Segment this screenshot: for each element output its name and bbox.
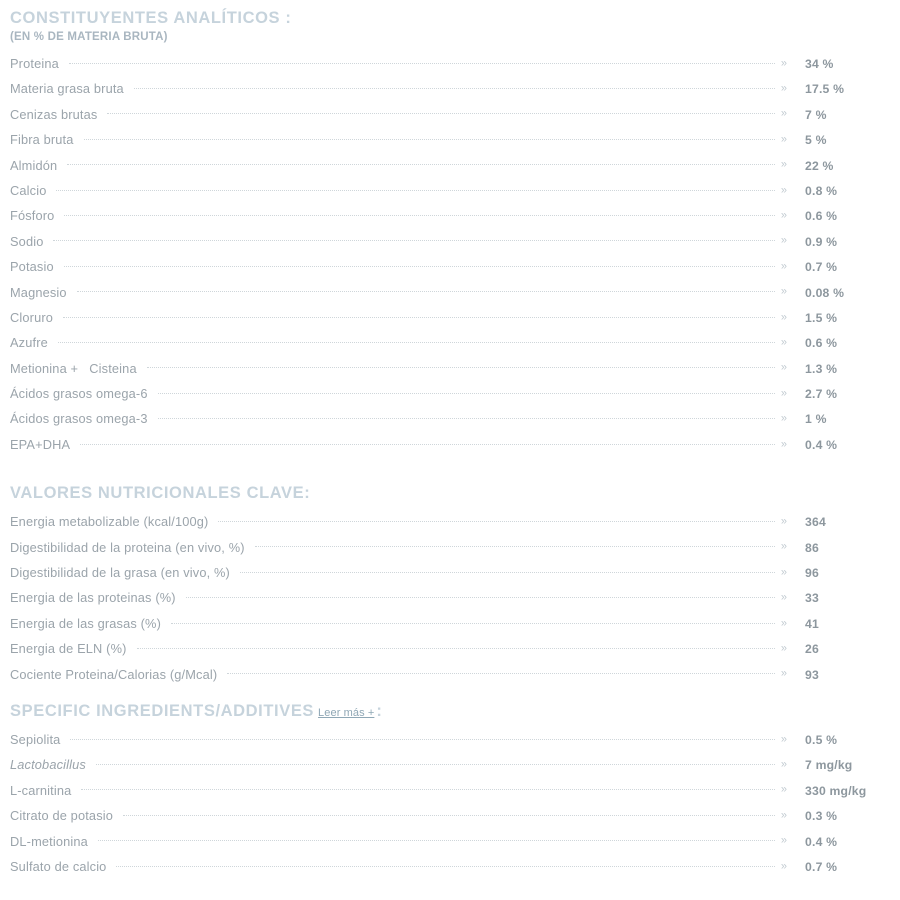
- leader-dots: [158, 418, 775, 419]
- row-value: 34 %: [805, 57, 834, 71]
- row-value: 2.7 %: [805, 387, 838, 402]
- table-row: [0, 829, 900, 854]
- dotted-leader: [56, 185, 787, 197]
- table-row: [0, 662, 900, 687]
- leader-dots: [171, 623, 775, 624]
- table-row: [0, 752, 900, 777]
- arrow-right-icon: »: [780, 540, 787, 553]
- row-label: Cloruro: [10, 309, 54, 325]
- table-row: [0, 854, 900, 879]
- section-header: [0, 8, 900, 45]
- arrow-right-icon: »: [780, 285, 787, 298]
- row-value: 1.3 %: [805, 361, 838, 376]
- row-value: 0.7 %: [805, 859, 838, 874]
- arrow-right-icon: »: [780, 667, 787, 680]
- row-label: Azufre: [10, 335, 48, 351]
- table-row: [0, 611, 900, 636]
- leader-dots: [186, 597, 775, 598]
- row-label: Energia metabolizable (kcal/100g): [10, 514, 209, 530]
- row-label: Ácidos grasos omega-3: [10, 411, 148, 427]
- dotted-leader: [96, 759, 787, 771]
- row-value: 0.08 %: [805, 285, 845, 300]
- arrow-right-icon: »: [780, 733, 787, 746]
- section-specific-ingredients-additives: [0, 701, 900, 879]
- row-value: 22 %: [805, 158, 834, 173]
- leader-dots: [69, 63, 775, 64]
- dotted-leader: [186, 592, 787, 604]
- leader-dots: [77, 291, 775, 292]
- row-label: Fósforo: [10, 208, 55, 224]
- section-title: VALORES NUTRICIONALES CLAVE:: [10, 484, 311, 503]
- row-label: Almidón: [10, 157, 58, 173]
- arrow-right-icon: »: [780, 57, 787, 70]
- table-row: [0, 727, 900, 752]
- table-row: [0, 76, 900, 101]
- leader-dots: [98, 840, 775, 841]
- arrow-right-icon: »: [780, 809, 787, 822]
- section-title-line: [10, 701, 900, 721]
- row-label: Calcio: [10, 182, 47, 198]
- leader-dots: [158, 393, 775, 394]
- dotted-leader: [158, 388, 787, 400]
- rows-container: [0, 509, 900, 687]
- row-value: 0.9 %: [805, 234, 838, 249]
- section-constituyentes-analiticos: [0, 8, 900, 457]
- table-row: [0, 127, 900, 152]
- row-label: Fibra bruta: [10, 132, 74, 148]
- row-label: Lactobacillus: [10, 757, 86, 773]
- table-row: [0, 178, 900, 203]
- arrow-right-icon: »: [780, 617, 787, 629]
- dotted-leader: [107, 108, 787, 120]
- dotted-leader: [77, 286, 787, 298]
- table-row: [0, 330, 900, 355]
- section-header: [0, 483, 900, 503]
- leader-dots: [64, 215, 775, 216]
- arrow-right-icon: »: [780, 209, 787, 222]
- leader-dots: [80, 444, 775, 445]
- section-title: CONSTITUYENTES ANALÍTICOS :: [10, 9, 292, 27]
- row-label: Citrato de potasio: [10, 808, 114, 824]
- arrow-right-icon: »: [780, 438, 787, 451]
- arrow-right-icon: »: [780, 361, 787, 374]
- row-label: Digestibilidad de la grasa (en vivo, %): [10, 565, 230, 581]
- arrow-right-icon: »: [780, 758, 787, 771]
- row-label: Cenizas brutas: [10, 106, 98, 122]
- leader-dots: [63, 317, 775, 318]
- row-label: L-carnitina: [10, 782, 72, 798]
- row-label: Energia de las grasas (%): [10, 615, 161, 631]
- leader-dots: [137, 648, 775, 649]
- row-label: Metionina + Cisteina: [10, 360, 137, 376]
- table-row: [0, 229, 900, 254]
- dotted-leader: [218, 516, 787, 528]
- dotted-leader: [158, 413, 787, 425]
- row-value: 330 mg/kg: [805, 783, 867, 798]
- table-row: [0, 203, 900, 228]
- row-value: 0.5 %: [805, 732, 838, 747]
- rows-container: [0, 51, 900, 457]
- row-value: 0.6 %: [805, 336, 838, 351]
- row-value: 5 %: [805, 133, 827, 148]
- arrow-right-icon: »: [780, 133, 787, 146]
- table-row: [0, 305, 900, 330]
- table-row: [0, 153, 900, 178]
- dotted-leader: [80, 439, 787, 451]
- section-header: [0, 701, 900, 721]
- row-value: 41: [805, 616, 819, 631]
- dotted-leader: [69, 58, 787, 70]
- row-value: 0.4 %: [805, 834, 838, 849]
- row-value: 0.7 %: [805, 260, 838, 275]
- row-label: Cociente Proteina/Calorias (g/Mcal): [10, 666, 218, 682]
- dotted-leader: [70, 734, 787, 746]
- dotted-leader: [116, 861, 787, 873]
- row-label: Sulfato de calcio: [10, 858, 107, 874]
- section-valores-nutricionales-clave: [0, 483, 900, 687]
- leader-dots: [240, 572, 775, 573]
- table-row: [0, 432, 900, 457]
- section-title-line: [10, 483, 900, 503]
- section-spacer: [0, 457, 900, 483]
- leader-dots: [218, 521, 775, 522]
- leader-dots: [255, 546, 775, 547]
- row-value: 364: [805, 515, 826, 530]
- row-label: Sodio: [10, 233, 44, 249]
- dotted-leader: [171, 618, 787, 630]
- dotted-leader: [227, 668, 787, 680]
- table-row: [0, 381, 900, 406]
- table-row: [0, 585, 900, 610]
- row-label: Energia de las proteinas (%): [10, 590, 176, 606]
- dotted-leader: [67, 159, 787, 171]
- row-label: Magnesio: [10, 284, 67, 300]
- dotted-leader: [84, 134, 787, 146]
- leader-dots: [64, 266, 775, 267]
- leader-dots: [134, 88, 775, 89]
- arrow-right-icon: »: [780, 260, 787, 273]
- dotted-leader: [134, 83, 787, 95]
- leader-dots: [84, 139, 775, 140]
- leader-dots: [58, 342, 775, 343]
- leader-dots: [227, 673, 775, 674]
- dotted-leader: [147, 362, 787, 374]
- row-label: Proteina: [10, 56, 59, 71]
- row-label: Sepiolita: [10, 731, 61, 747]
- arrow-right-icon: »: [780, 860, 787, 873]
- table-row: [0, 356, 900, 381]
- row-label: Potasio: [10, 259, 54, 275]
- leader-dots: [96, 764, 775, 765]
- row-value: 33: [805, 591, 819, 606]
- arrow-right-icon: »: [780, 184, 787, 197]
- rows-container: [0, 727, 900, 879]
- section-title-line: [10, 8, 900, 28]
- table-row: [0, 636, 900, 661]
- leader-dots: [56, 190, 775, 191]
- row-label: EPA+DHA: [10, 436, 71, 452]
- arrow-right-icon: »: [780, 783, 787, 796]
- row-value: 0.8 %: [805, 183, 838, 198]
- dotted-leader: [240, 567, 787, 579]
- dotted-leader: [81, 784, 787, 796]
- section-title: SPECIFIC INGREDIENTS/ADDITIVES: [10, 701, 315, 720]
- arrow-right-icon: »: [780, 834, 787, 847]
- table-row: [0, 51, 900, 76]
- table-row: [0, 778, 900, 803]
- row-value: 0.4 %: [805, 437, 838, 452]
- arrow-right-icon: »: [780, 387, 787, 400]
- dotted-leader: [98, 835, 787, 847]
- read-more-link[interactable]: Leer más +: [318, 706, 375, 719]
- dotted-leader: [123, 810, 787, 822]
- table-row: [0, 406, 900, 431]
- table-row: [0, 803, 900, 828]
- arrow-right-icon: »: [780, 566, 787, 579]
- row-value: 7 mg/kg: [805, 758, 853, 773]
- row-value: 0.3 %: [805, 809, 838, 824]
- arrow-right-icon: »: [780, 82, 787, 95]
- section-title-colon: :: [376, 701, 382, 720]
- dotted-leader: [64, 210, 787, 222]
- row-label: DL-metionina: [10, 833, 88, 849]
- arrow-right-icon: »: [780, 412, 787, 425]
- table-row: [0, 280, 900, 305]
- dotted-leader: [255, 541, 787, 553]
- table-row: [0, 102, 900, 127]
- arrow-right-icon: »: [780, 158, 787, 171]
- row-label: Ácidos grasos omega-6: [10, 386, 148, 402]
- sections-container: [0, 8, 900, 879]
- leader-dots: [107, 113, 775, 114]
- dotted-leader: [53, 235, 787, 247]
- row-label: Energia de ELN (%): [10, 641, 127, 657]
- arrow-right-icon: »: [780, 234, 787, 247]
- leader-dots: [67, 164, 775, 165]
- dotted-leader: [64, 261, 787, 273]
- row-value: 7 %: [805, 107, 827, 122]
- leader-dots: [53, 240, 775, 241]
- row-label: Digestibilidad de la proteina (en vivo, %): [10, 539, 245, 555]
- arrow-right-icon: »: [780, 515, 787, 528]
- dotted-leader: [137, 643, 787, 655]
- row-value: 26: [805, 642, 819, 657]
- arrow-right-icon: »: [780, 642, 787, 655]
- arrow-right-icon: »: [780, 311, 787, 324]
- arrow-right-icon: »: [780, 107, 787, 120]
- arrow-right-icon: »: [780, 336, 787, 349]
- leader-dots: [147, 367, 775, 368]
- row-value: 0.6 %: [805, 209, 838, 224]
- leader-dots: [116, 866, 775, 867]
- table-row: [0, 560, 900, 585]
- table-row: [0, 535, 900, 560]
- row-value: 1 %: [805, 412, 827, 427]
- row-value: 17.5 %: [805, 82, 845, 97]
- dotted-leader: [58, 337, 787, 349]
- row-value: 96: [805, 566, 819, 581]
- table-row: [0, 254, 900, 279]
- section-subtitle: (EN % DE MATERIA BRUTA): [10, 31, 168, 43]
- row-label: Materia grasa bruta: [10, 81, 124, 97]
- row-value: 1.5 %: [805, 310, 838, 325]
- row-value: 93: [805, 667, 819, 682]
- leader-dots: [81, 789, 775, 790]
- section-spacer: [0, 687, 900, 701]
- leader-dots: [123, 815, 775, 816]
- row-value: 86: [805, 540, 819, 555]
- dotted-leader: [63, 312, 787, 324]
- leader-dots: [70, 739, 775, 740]
- table-row: [0, 509, 900, 534]
- arrow-right-icon: »: [780, 591, 787, 604]
